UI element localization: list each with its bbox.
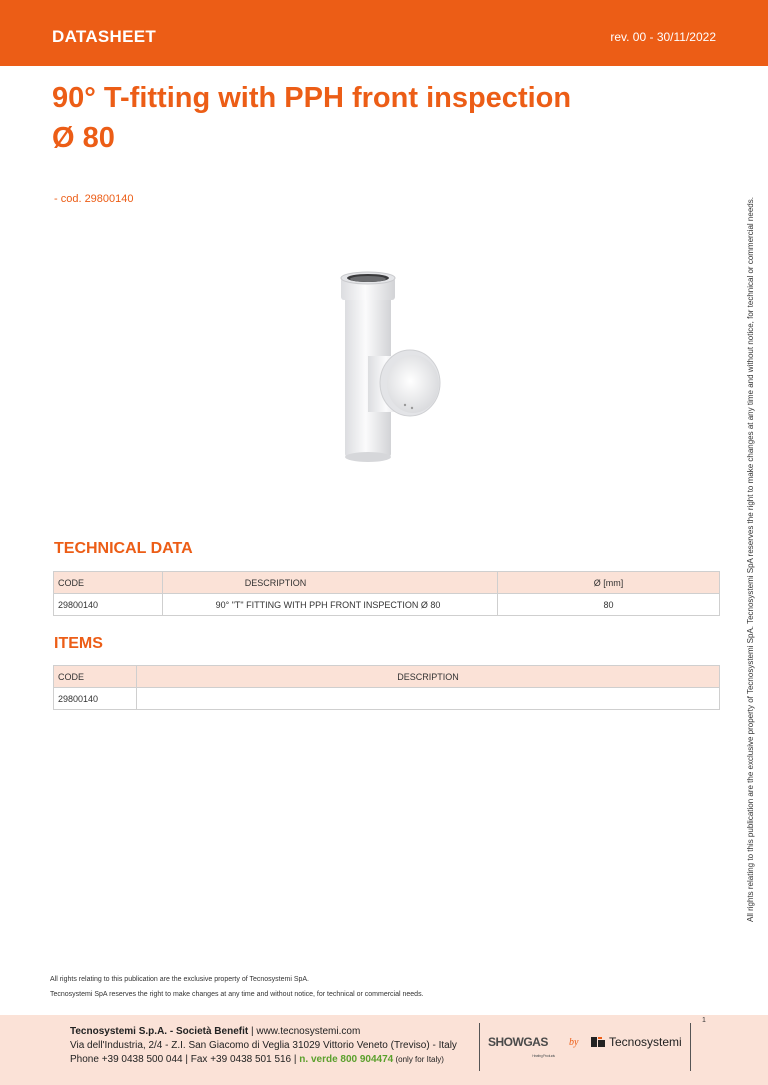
table-row xyxy=(54,594,720,616)
showgas-logo-subtitle: Heating Products xyxy=(532,1053,555,1058)
col-description xyxy=(163,572,498,594)
rights-side-note: All rights relating to this publication are the exclusive property of Tecnosystemi SpA. Tecnosystemi SpA reserves the right to make changes at any time and without notice, for technical or commercial needs. xyxy=(746,197,755,922)
technical-data-heading: TECHNICAL DATA xyxy=(54,540,193,557)
cell-description xyxy=(137,688,720,710)
showgas-logo xyxy=(488,1035,555,1058)
company-name: Tecnosystemi S.p.A. - Società Benefit xyxy=(70,1026,249,1037)
col-diameter: Ø [mm] xyxy=(498,572,720,594)
title-line-1: 90° T-fitting with PPH front inspection xyxy=(52,82,572,114)
product-code-line: - cod. 29800140 xyxy=(54,193,134,205)
tecnosystemi-logo xyxy=(591,1035,682,1049)
product-image xyxy=(330,270,445,465)
company-info xyxy=(70,1025,457,1067)
toll-free-note: (only for Italy) xyxy=(393,1055,444,1064)
tecnosystemi-logo-text: Tecnosystemi xyxy=(609,1035,682,1049)
cell-code: 29800140 xyxy=(54,594,163,616)
cell-description-text: 90° "T" FITTING WITH PPH FRONT INSPECTION Ø 80 xyxy=(215,599,441,610)
tecnosystemi-mark-icon xyxy=(591,1037,605,1047)
title-line-2: Ø 80 xyxy=(52,122,115,154)
footer-divider xyxy=(479,1023,480,1071)
revision-date: rev. 00 - 30/11/2022 xyxy=(610,30,716,44)
showgas-logo-text: SHOWGAS xyxy=(488,1035,548,1049)
table-row xyxy=(54,688,720,710)
footer-divider-right xyxy=(690,1023,691,1071)
col-description: DESCRIPTION xyxy=(137,666,720,688)
col-code: CODE xyxy=(54,666,137,688)
col-code: CODE xyxy=(54,572,163,594)
footer-note-1: All rights relating to this publication are the exclusive property of Tecnosystemi SpA. xyxy=(50,976,309,983)
company-contacts: Phone +39 0438 500 044 | Fax +39 0438 501 516 | xyxy=(70,1054,300,1065)
cell-diameter: 80 xyxy=(498,594,720,616)
page-number: 1 xyxy=(702,1017,706,1024)
cell-description xyxy=(163,594,498,616)
table-header-row xyxy=(54,572,720,594)
company-website[interactable]: | www.tecnosystemi.com xyxy=(250,1026,361,1037)
company-address: Via dell'Industria, 2/4 - Z.I. San Giacomo di Veglia 31029 Vittorio Veneto (Treviso) - Italy xyxy=(70,1040,457,1051)
items-heading: ITEMS xyxy=(54,635,103,652)
header-bar xyxy=(0,0,768,66)
toll-free-number: n. verde 800 904474 xyxy=(299,1054,394,1065)
cell-code: 29800140 xyxy=(54,688,137,710)
table-header-row xyxy=(54,666,720,688)
page-title xyxy=(52,78,692,158)
items-table xyxy=(53,665,720,710)
brand-by: by xyxy=(569,1037,579,1048)
footer-notes xyxy=(50,972,424,1002)
footer xyxy=(0,1015,768,1085)
technical-data-table xyxy=(53,571,720,616)
col-description-label: DESCRIPTION xyxy=(244,577,307,588)
datasheet-label: DATASHEET xyxy=(52,27,157,46)
footer-note-2: Tecnosystemi SpA reserves the right to make changes at any time and without notice, for technical or commercial needs. xyxy=(50,991,424,998)
